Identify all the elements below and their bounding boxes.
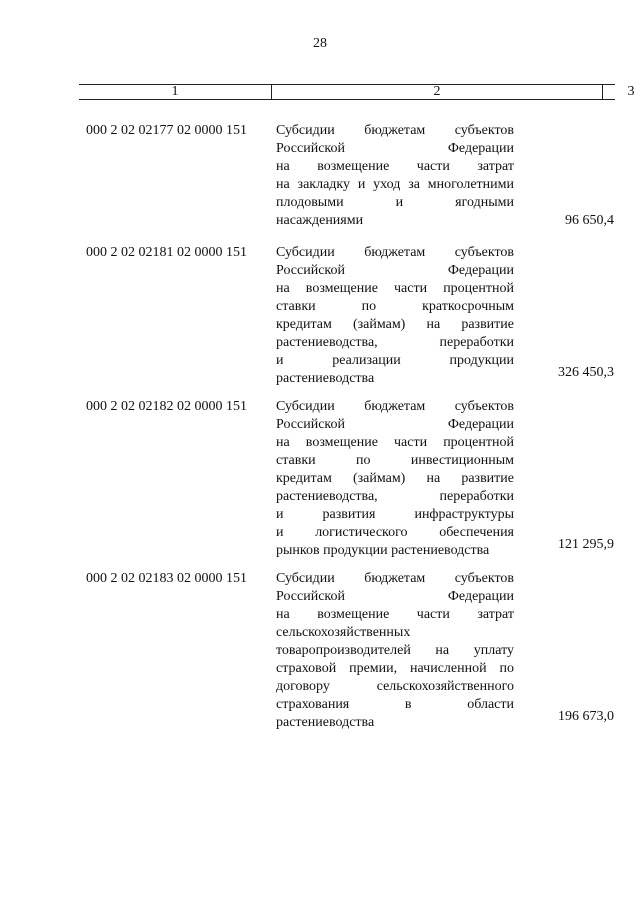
budget-code: 000 2 02 02177 02 0000 151: [86, 123, 247, 138]
row-description: [276, 398, 514, 560]
description-line: на возмещение части затрат: [276, 159, 514, 174]
row-amount: 96 650,4: [565, 213, 614, 228]
description-line: и логистического обеспечения: [276, 525, 514, 540]
description-line: на возмещение части затрат: [276, 607, 514, 622]
description-line: на возмещение части процентной: [276, 281, 514, 296]
description-line: страхования в области: [276, 697, 514, 712]
description-line: Российской Федерации: [276, 589, 514, 604]
description-line: кредитам (займам) на развитие: [276, 317, 514, 332]
description-line: Субсидии бюджетам субъектов: [276, 571, 514, 586]
description-line: Российской Федерации: [276, 141, 514, 156]
description-line: сельскохозяйственных: [276, 625, 411, 640]
description-line: и реализации продукции: [276, 353, 514, 368]
header-column-2: 2: [271, 85, 603, 99]
description-line: и развития инфраструктуры: [276, 507, 514, 522]
description-line: плодовыми и ягодными: [276, 195, 514, 210]
budget-code: 000 2 02 02181 02 0000 151: [86, 245, 247, 260]
row-amount: 196 673,0: [558, 709, 614, 724]
description-line: товаропроизводителей на уплату: [276, 643, 514, 658]
table-header: [79, 84, 635, 100]
description-line: Российской Федерации: [276, 417, 514, 432]
description-line: растениеводства, переработки: [276, 335, 514, 350]
description-line: растениеводства: [276, 371, 375, 386]
description-line: Российской Федерации: [276, 263, 514, 278]
description-line: растениеводства, переработки: [276, 489, 514, 504]
description-line: рынков продукции растениеводства: [276, 543, 490, 558]
budget-code: 000 2 02 02183 02 0000 151: [86, 571, 247, 586]
description-line: Субсидии бюджетам субъектов: [276, 123, 514, 138]
description-line: кредитам (займам) на развитие: [276, 471, 514, 486]
description-line: на возмещение части процентной: [276, 435, 514, 450]
description-line: на закладку и уход за многолетними: [276, 177, 514, 192]
description-line: растениеводства: [276, 715, 375, 730]
description-line: страховой премии, начисленной по: [276, 661, 514, 676]
budget-code: 000 2 02 02182 02 0000 151: [86, 399, 247, 414]
row-amount: 121 295,9: [558, 537, 614, 552]
description-line: ставки по краткосрочным: [276, 299, 514, 314]
page-number: 28: [313, 36, 327, 51]
row-description: [276, 570, 514, 732]
description-line: Субсидии бюджетам субъектов: [276, 245, 514, 260]
description-line: ставки по инвестиционным: [276, 453, 514, 468]
description-line: договору сельскохозяйственного: [276, 679, 514, 694]
row-description: [276, 244, 514, 388]
header-column-1: 1: [171, 84, 179, 99]
description-line: насаждениями: [276, 213, 364, 228]
row-description: [276, 122, 514, 230]
header-column-3: 3: [627, 84, 635, 99]
description-line: Субсидии бюджетам субъектов: [276, 399, 514, 414]
row-amount: 326 450,3: [558, 365, 614, 380]
